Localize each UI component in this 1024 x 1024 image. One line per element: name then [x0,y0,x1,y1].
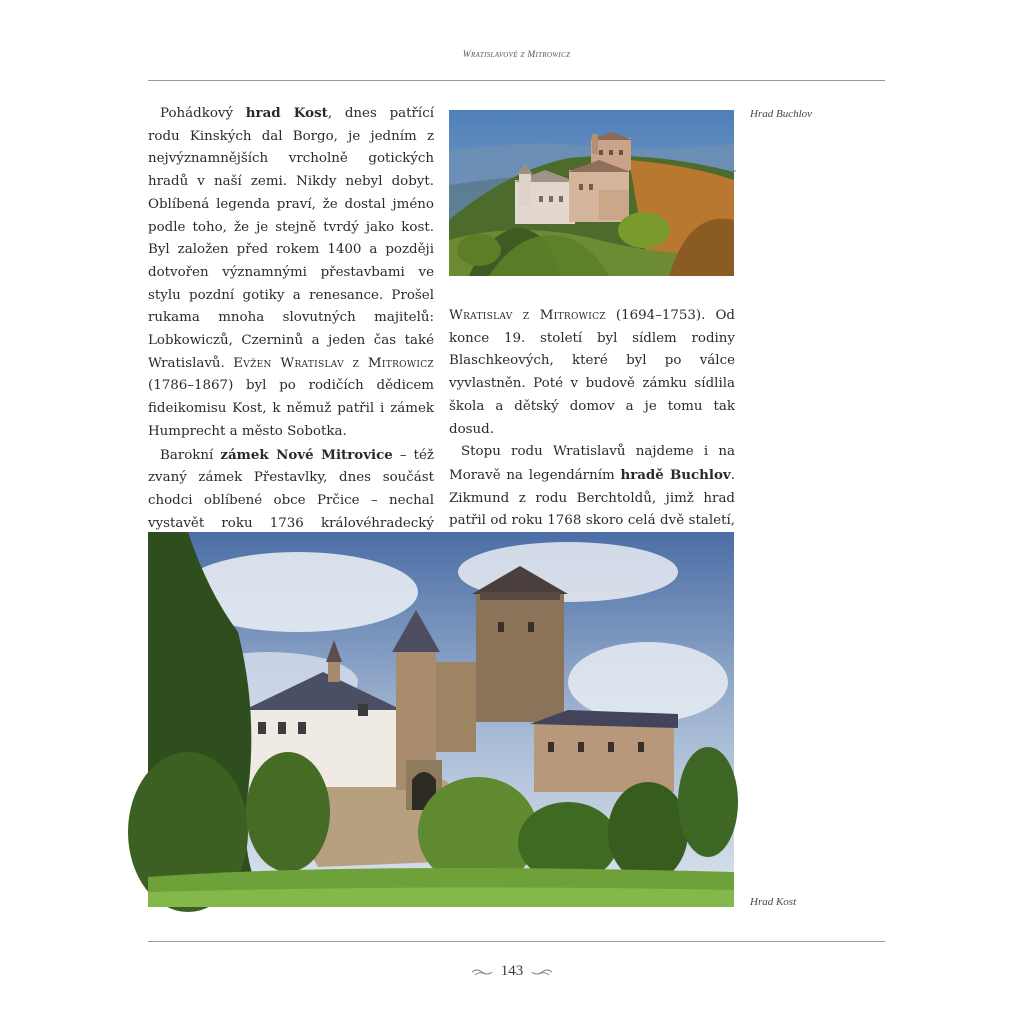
text-column-left [148,102,435,531]
page-folio [0,963,1024,980]
caption-buchlov: Hrad Buchlov [750,108,813,120]
footer-rule [148,941,885,942]
text-column-right [449,305,736,529]
bold-term-buchlov: hradě Buchlov [620,466,731,483]
photo-hrad-buchlov [449,110,734,276]
bold-term-mitrovice: zámek Nové Mitrovice [220,446,393,463]
paragraph-continuation [449,305,735,441]
person-name-wratislav: Wratislav z Mitrowicz [449,308,606,323]
text-run: Pohádkový [160,106,246,121]
text-run: (1786–1867) byl po rodičích dědicem fideikomisu Kost, k němuž patřil i zámek Humprecht a město Sobotka. [148,378,434,439]
kost-illustration [148,532,734,907]
person-name-evzen: Evžen Wratislav z Mitrowicz [233,355,434,371]
photo-hrad-kost [148,532,734,907]
ornament-left-icon [471,967,493,977]
ornament-right-icon [531,967,553,977]
text-run: Stopu rodu Wratislavů najdeme i na Moravě na legendárním [449,444,735,483]
running-head-title: Wratislavové z Mitrowicz [462,50,571,60]
text-run: (1694–1753). Od konce 19. století byl sídlem rodiny Blaschkeových, které byl po válce vyvlastněn. Poté v budově zámku sídlila škola a dětský domov a je tomu tak dosud. [449,308,736,437]
text-run: Barokní [160,447,221,463]
bold-term-kost: hrad Kost [245,105,328,121]
buchlov-illustration [449,110,734,276]
caption-kost: Hrad Kost [750,896,797,908]
text-run: . Zikmund z rodu Berchtoldů, jimž hrad patřil od roku 1768 skoro celá dvě staletí, [449,467,735,529]
running-head [148,50,885,60]
text-run: , dnes patřící rodu Kinských dal Borgo, je jedním z nejvýznamnějších vrcholně gotických hradů v naší zemi. Nikdy nebyl dobyt. Oblíbená legenda praví, že dostal jméno podle toho, že je stejně tvrdý jako kost. Byl založen před rokem 1400 a později dotvořen významnými přestavbami ve stylu pozdní gotiky a renesance. Prošel rukama mnoha slovutných majitelů: Lobkowiczů, Czerninů a jeden čas také Wratislavů. [148,106,435,371]
header-rule [148,80,885,81]
paragraph-kost [148,102,434,444]
page-number: 143 [500,963,524,979]
text-run: – též zvaný zámek Přestavlky, dnes součást chodci oblíbené obce Prčice – nechal vystavět roku 1736 královéhradecký [148,447,434,531]
